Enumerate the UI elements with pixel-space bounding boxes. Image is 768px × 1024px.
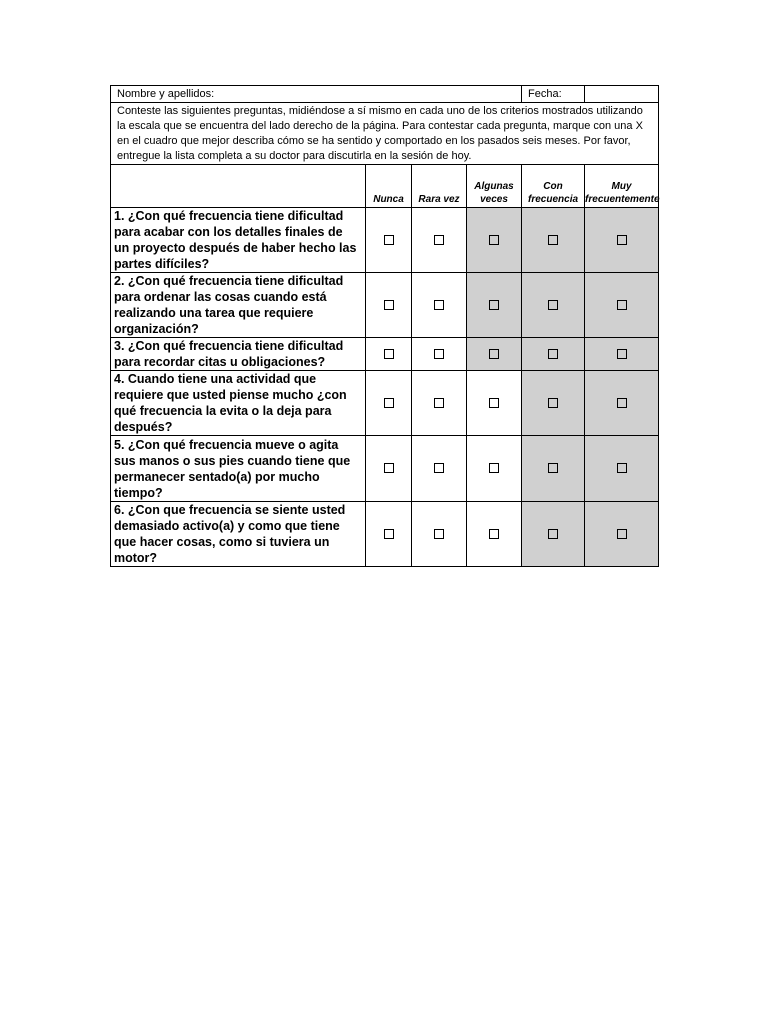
question-text: 6. ¿Con que frecuencia se siente usted demasiado activo(a) y como que tiene que hacer cosas, como si tuviera un motor? xyxy=(111,502,366,567)
answer-cell xyxy=(366,371,412,436)
checkbox-algunas-veces[interactable] xyxy=(489,349,499,359)
checkbox-rara-vez[interactable] xyxy=(434,529,444,539)
checkbox-muy-frecuentemente[interactable] xyxy=(617,300,627,310)
checkbox-nunca[interactable] xyxy=(384,398,394,408)
answer-cell xyxy=(522,208,585,273)
question-text: 5. ¿Con qué frecuencia mueve o agita sus manos o sus pies cuando tiene que permanecer sentado(a) por mucho tiempo? xyxy=(111,436,366,502)
date-label: Fecha: xyxy=(528,88,562,100)
checkbox-nunca[interactable] xyxy=(384,300,394,310)
answer-cell xyxy=(522,436,585,502)
checkbox-con-frecuencia[interactable] xyxy=(548,529,558,539)
answer-cell xyxy=(467,436,522,502)
checkbox-rara-vez[interactable] xyxy=(434,398,444,408)
answer-cell xyxy=(366,436,412,502)
checkbox-algunas-veces[interactable] xyxy=(489,235,499,245)
question-text: 3. ¿Con qué frecuencia tiene dificultad para recordar citas u obligaciones? xyxy=(111,338,366,371)
name-field[interactable] xyxy=(111,86,522,103)
answer-cell xyxy=(366,208,412,273)
checkbox-nunca[interactable] xyxy=(384,529,394,539)
answer-cell xyxy=(366,338,412,371)
answer-cell xyxy=(585,502,659,567)
answer-cell xyxy=(522,338,585,371)
checkbox-muy-frecuentemente[interactable] xyxy=(617,398,627,408)
question-row xyxy=(111,371,659,436)
col-header-rara-vez: Rara vez xyxy=(412,165,467,208)
answer-cell xyxy=(585,208,659,273)
checkbox-rara-vez[interactable] xyxy=(434,349,444,359)
col-header-con-frecuencia: Con frecuencia xyxy=(522,165,585,208)
question-text: 2. ¿Con qué frecuencia tiene dificultad para ordenar las cosas cuando está realizando una tarea que requiere organización? xyxy=(111,273,366,338)
checkbox-con-frecuencia[interactable] xyxy=(548,463,558,473)
answer-cell xyxy=(412,371,467,436)
checkbox-algunas-veces[interactable] xyxy=(489,300,499,310)
question-row xyxy=(111,338,659,371)
questionnaire-table xyxy=(110,85,659,567)
checkbox-nunca[interactable] xyxy=(384,349,394,359)
question-row xyxy=(111,208,659,273)
answer-cell xyxy=(522,502,585,567)
answer-cell xyxy=(585,436,659,502)
checkbox-muy-frecuentemente[interactable] xyxy=(617,529,627,539)
column-header-row xyxy=(111,165,659,208)
question-row xyxy=(111,502,659,567)
answer-cell xyxy=(366,273,412,338)
col-header-nunca: Nunca xyxy=(366,165,412,208)
checkbox-nunca[interactable] xyxy=(384,235,394,245)
checkbox-algunas-veces[interactable] xyxy=(489,529,499,539)
answer-cell xyxy=(585,371,659,436)
question-column-header xyxy=(111,165,366,208)
question-row xyxy=(111,436,659,502)
checkbox-con-frecuencia[interactable] xyxy=(548,300,558,310)
checkbox-con-frecuencia[interactable] xyxy=(548,398,558,408)
answer-cell xyxy=(412,208,467,273)
checkbox-muy-frecuentemente[interactable] xyxy=(617,349,627,359)
answer-cell xyxy=(366,502,412,567)
answer-cell xyxy=(467,208,522,273)
answer-cell xyxy=(585,273,659,338)
name-label: Nombre y apellidos: xyxy=(117,88,215,100)
instructions-row xyxy=(111,103,659,165)
checkbox-rara-vez[interactable] xyxy=(434,463,444,473)
answer-cell xyxy=(412,338,467,371)
col-header-muy-frecuentemente: Muy frecuentemente xyxy=(585,165,659,208)
instructions-text: Conteste las siguientes preguntas, midiéndose a sí mismo en cada uno de los criterios mostrados utilizando la escala que se encuentra del lado derecho de la página. Para contestar cada pregunta, marque con una X en el cuadro que mejor describa cómo se ha sentido y comportado en los pasados seis meses. Por favor, entregue la lista completa a su doctor para discutirla en la sesión de hoy. xyxy=(111,103,659,165)
header-row xyxy=(111,86,659,103)
col-header-algunas-veces: Algunas veces xyxy=(467,165,522,208)
checkbox-rara-vez[interactable] xyxy=(434,235,444,245)
answer-cell xyxy=(467,338,522,371)
checkbox-muy-frecuentemente[interactable] xyxy=(617,463,627,473)
answer-cell xyxy=(467,371,522,436)
date-field[interactable] xyxy=(585,86,659,103)
checkbox-muy-frecuentemente[interactable] xyxy=(617,235,627,245)
answer-cell xyxy=(522,371,585,436)
question-text: 1. ¿Con qué frecuencia tiene dificultad para acabar con los detalles finales de un proyecto después de haber hecho las partes difíciles? xyxy=(111,208,366,273)
checkbox-algunas-veces[interactable] xyxy=(489,398,499,408)
answer-cell xyxy=(412,273,467,338)
question-text: 4. Cuando tiene una actividad que requiere que usted piense mucho ¿con qué frecuencia la evita o la deja para después? xyxy=(111,371,366,436)
answer-cell xyxy=(412,436,467,502)
answer-cell xyxy=(467,502,522,567)
question-row xyxy=(111,273,659,338)
checkbox-algunas-veces[interactable] xyxy=(489,463,499,473)
checkbox-con-frecuencia[interactable] xyxy=(548,349,558,359)
answer-cell xyxy=(467,273,522,338)
checkbox-rara-vez[interactable] xyxy=(434,300,444,310)
checkbox-con-frecuencia[interactable] xyxy=(548,235,558,245)
checkbox-nunca[interactable] xyxy=(384,463,394,473)
answer-cell xyxy=(412,502,467,567)
answer-cell xyxy=(522,273,585,338)
date-label-cell xyxy=(522,86,585,103)
answer-cell xyxy=(585,338,659,371)
